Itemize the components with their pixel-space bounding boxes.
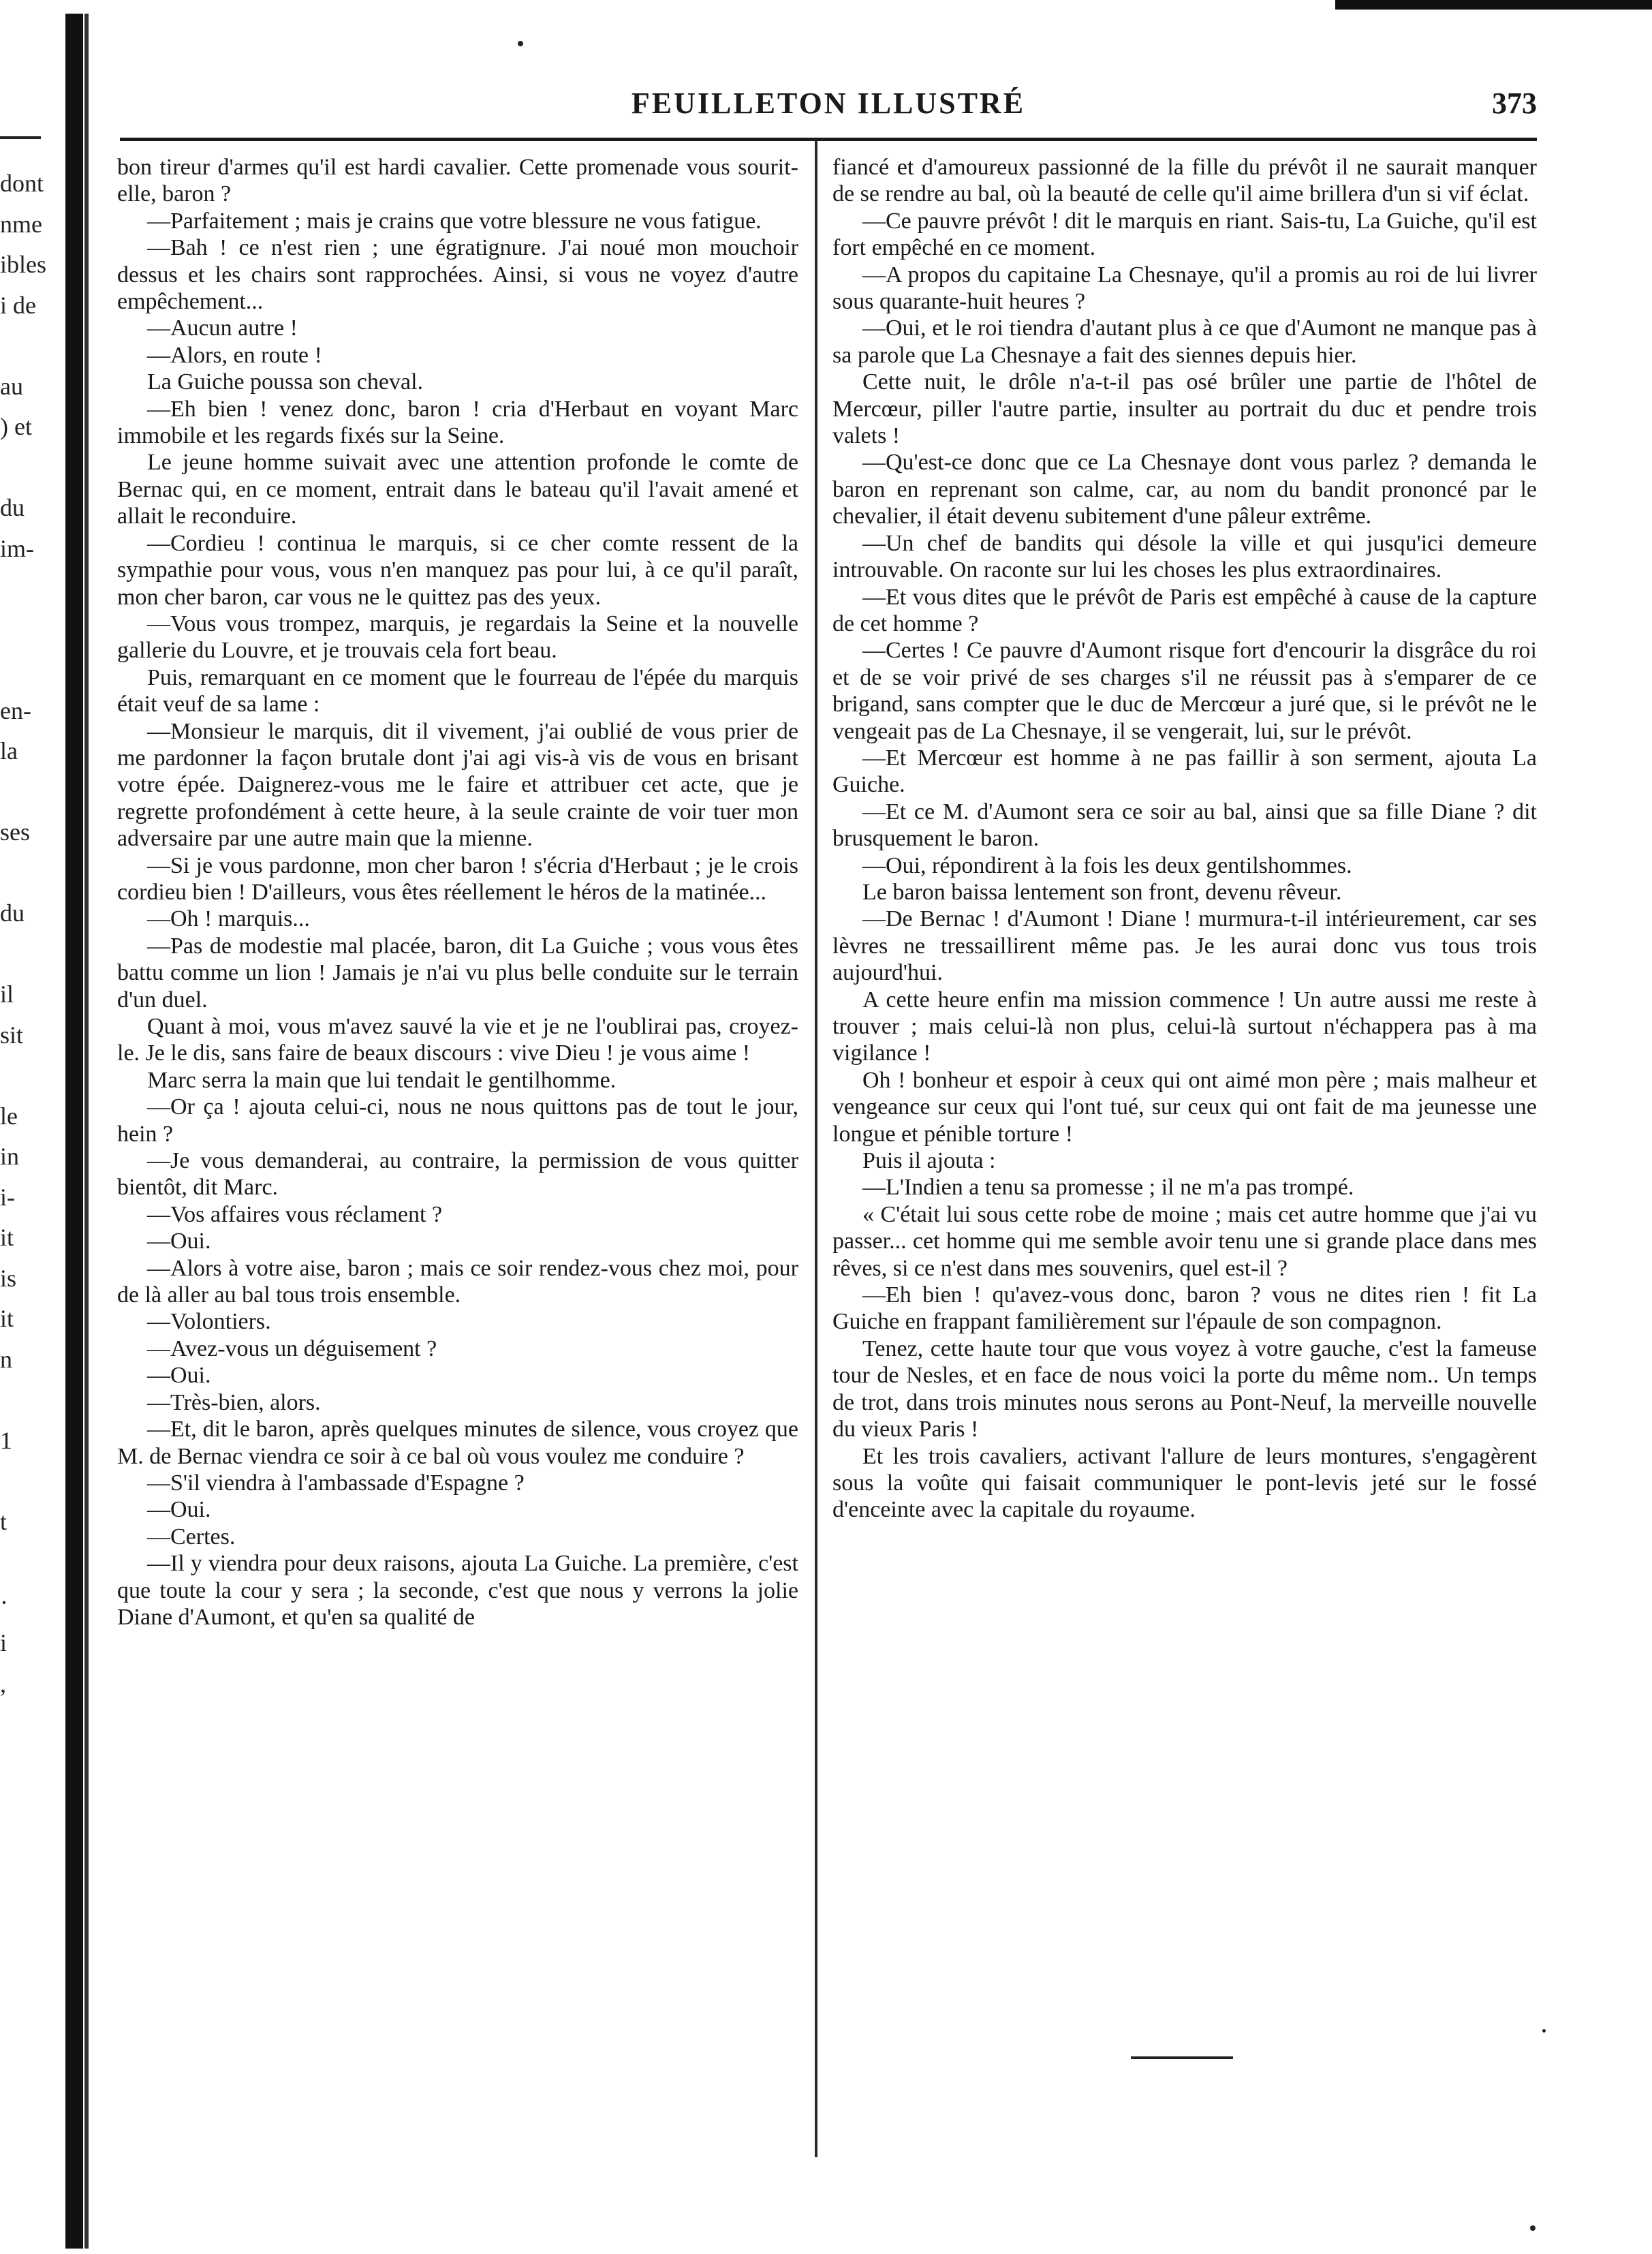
paragraph: —Et Mercœur est homme à ne pas faillir à son serment, ajouta La Guiche.	[832, 745, 1537, 798]
margin-fragment: en-	[0, 696, 31, 724]
margin-fragment: im-	[0, 534, 34, 562]
margin-fragment: ·	[0, 1588, 8, 1616]
right-column	[832, 154, 1537, 1524]
paragraph: —Il y viendra pour deux raisons, ajouta La Guiche. La première, c'est que toute la cour y sera ; la seconde, c'est que nous y verrons la jolie Diane d'Aumont, et qu'en sa qualité de	[117, 1551, 798, 1630]
margin-fragment	[0, 610, 63, 651]
margin-fragment: it	[0, 1305, 14, 1332]
paragraph: —Volontiers.	[147, 1309, 271, 1335]
margin-fragment: ibles	[0, 251, 46, 278]
paragraph: fiancé et d'amoureux passionné de la fille du prévôt il ne saurait manquer de se rendre au bal, où la beauté de celle qu'il aime brillera d'un si vif éclat.	[832, 155, 1537, 207]
paragraph: —Bah ! ce n'est rien ; une égratignure. J'ai noué mon mouchoir dessus et les chairs sont rapprochées. Ainsi, si vous ne voyez d'autre empêchement...	[117, 235, 798, 315]
paragraph: —Certes ! Ce pauvre d'Aumont risque fort d'encourir la disgrâce du roi et de se voir privé de ses charges s'il ne réussit pas à s'emparer de ce brigand, sans compter que le duc de Mercœur a juré que, si le prévôt ne le vengeait pas de La Chesnaye, il se vengerait, lui, sur le prévôt.	[832, 638, 1537, 744]
margin-fragment: ) et	[0, 413, 32, 440]
margin-fragment: ses	[0, 818, 30, 846]
paragraph: —Oui, et le roi tiendra d'autant plus à ce que d'Aumont ne manque pas à sa parole que La Chesnaye a fait des siennes depuis hier.	[832, 315, 1537, 368]
page-header	[120, 80, 1537, 135]
paragraph: —Alors, en route !	[147, 342, 322, 368]
paragraph: —De Bernac ! d'Aumont ! Diane ! murmura-t-il intérieurement, car ses lèvres ne tressaillirent même pas. Je les aurai donc vus tous trois aujourd'hui.	[832, 906, 1537, 986]
paragraph: —Oui.	[147, 1229, 211, 1254]
paragraph: La Guiche poussa son cheval.	[147, 369, 424, 395]
margin-fragment: is	[0, 1264, 17, 1292]
paragraph: Le baron baissa lentement son front, devenu rêveur.	[862, 879, 1342, 905]
running-title: FEUILLETON ILLUSTRÉ	[631, 87, 1026, 120]
paragraph: —Je vous demanderai, au contraire, la permission de vous quitter bientôt, dit Marc.	[117, 1148, 798, 1201]
scan-speck	[1530, 2225, 1536, 2231]
margin-fragment: ,	[0, 1669, 6, 1697]
scan-speck	[518, 41, 523, 46]
margin-fragment: n	[0, 1345, 12, 1373]
paragraph: —Alors à votre aise, baron ; mais ce soir rendez-vous chez moi, pour de là aller au bal tous trois ensemble.	[117, 1255, 798, 1308]
paragraph: —Oh ! marquis...	[147, 906, 310, 932]
margin-fragment	[0, 1542, 63, 1583]
paragraph: —Très-bien, alors.	[147, 1389, 321, 1415]
margin-fragment	[0, 326, 63, 367]
paragraph: —L'Indien a tenu sa promesse ; il ne m'a pas trompé.	[862, 1175, 1354, 1201]
paragraph: —Or ça ! ajouta celui-ci, nous ne nous quittons pas de tout le jour, hein ?	[117, 1094, 798, 1147]
paragraph: —Oui.	[147, 1497, 211, 1523]
paragraph: —Avez-vous un déguisement ?	[147, 1336, 437, 1361]
margin-fragment: it	[0, 1224, 14, 1251]
paragraph: —Oui, répondirent à la fois les deux gentilshommes.	[862, 852, 1352, 878]
paragraph: —Eh bien ! qu'avez-vous donc, baron ? vous ne dites rien ! fit La Guiche en frappant familièrement sur l'épaule de son compagnon.	[832, 1282, 1537, 1335]
paragraph: Cette nuit, le drôle n'a-t-il pas osé brûler une partie de l'hôtel de Mercœur, piller l'autre partie, insulter au portrait du duc et pendre trois valets !	[832, 369, 1537, 449]
paragraph: Puis il ajouta :	[862, 1148, 996, 1174]
paragraph: A cette heure enfin ma mission commence ! Un autre aussi me reste à trouver ; mais celui-là non plus, celui-là surtout n'échappera pas à ma vigilance !	[832, 987, 1537, 1066]
paragraph: bon tireur d'armes qu'il est hardi cavalier. Cette promenade vous sourit-elle, baron ?	[117, 155, 798, 207]
paragraph: Tenez, cette haute tour que vous voyez à votre gauche, c'est la fameuse tour de Nesles, et en face de nous voici la porte du même nom.. Un temps de trot, dans trois minutes nous serons au Pont-Neuf, la merveille nouvelle du vieux Paris !	[832, 1336, 1537, 1442]
margin-fragment	[0, 569, 63, 610]
paragraph: Quant à moi, vous m'avez sauvé la vie et je ne l'oublirai pas, croyez-le. Je le dis, sans faire de beaux discours : vive Dieu ! je vous aime !	[117, 1014, 798, 1066]
margin-fragment: 1	[0, 1426, 12, 1454]
margin-fragment: i	[0, 1629, 7, 1656]
margin-fragment: i-	[0, 1183, 15, 1211]
margin-fragment	[0, 1380, 63, 1421]
margin-fragment: dont	[0, 170, 44, 197]
paragraph: —Et vous dites que le prévôt de Paris est empêché à cause de la capture de cet homme ?	[832, 584, 1537, 636]
binding-gutter	[65, 14, 83, 2249]
paragraph: —Vos affaires vous réclament ?	[147, 1201, 443, 1227]
paragraph: —Certes.	[147, 1524, 236, 1549]
binding-gutter-edge	[84, 14, 89, 2249]
paragraph: Et les trois cavaliers, activant l'allure de leurs montures, s'engagèrent sous la voûte qui faisait communiquer le pont-levis jeté sur le fossé d'enceinte avec la capitale du royaume.	[832, 1443, 1537, 1523]
margin-fragment	[0, 448, 63, 489]
paragraph: —Eh bien ! venez donc, baron ! cria d'Herbaut en voyant Marc immobile et les regards fixés sur la Seine.	[117, 396, 798, 449]
margin-fragment: i de	[0, 291, 36, 319]
paragraph: « C'était lui sous cette robe de moine ; mais cet autre homme que j'ai vu passer... cet homme qui me semble avoir tenu une si grande place dans mes rêves, si ce n'est dans mes souvenirs, quel est-il ?	[832, 1201, 1537, 1281]
margin-fragment	[0, 772, 63, 813]
column-divider	[815, 140, 817, 2157]
paragraph: —Oui.	[147, 1363, 211, 1389]
margin-fragment: le	[0, 1102, 18, 1130]
paragraph: —Aucun autre !	[147, 315, 298, 341]
paragraph: Oh ! bonheur et espoir à ceux qui ont aimé mon père ; mais malheur et vengeance sur ceux qui l'ont tué, sur ceux qui ont fait de ma jeunesse une longue et pénible torture !	[832, 1067, 1537, 1147]
paragraph: —Et ce M. d'Aumont sera ce soir au bal, ainsi que sa fille Diane ? dit brusquement le baron.	[832, 799, 1537, 852]
paragraph: —Pas de modestie mal placée, baron, dit La Guiche ; vous vous êtes battu comme un lion ! Jamais je n'ai vu plus belle conduite sur le terrain d'un duel.	[117, 933, 798, 1013]
paragraph: Puis, remarquant en ce moment que le fourreau de l'épée du marquis était veuf de sa lame :	[117, 664, 798, 717]
paragraph: —S'il viendra à l'ambassade d'Espagne ?	[147, 1470, 525, 1496]
paragraph: —Qu'est-ce donc que ce La Chesnaye dont vous parlez ? demanda le baron en reprenant son calme, car, au nom du bandit prononcé par le chevalier, il était devenu subitement d'une pâleur extrême.	[832, 450, 1537, 529]
paragraph: —Ce pauvre prévôt ! dit le marquis en riant. Sais-tu, La Guiche, qu'il est fort empêché en ce moment.	[832, 208, 1537, 261]
header-rule	[120, 138, 1537, 141]
page-number: 373	[1492, 87, 1537, 120]
margin-fragment	[0, 853, 63, 894]
margin-fragment: in	[0, 1143, 20, 1170]
margin-fragment: du	[0, 899, 25, 927]
margin-fragment: t	[0, 1507, 7, 1535]
margin-fragment: du	[0, 494, 25, 521]
paragraph: —Cordieu ! continua le marquis, si ce cher comte ressent de la sympathie pour vous, vous n'en manquez pas pour lui, à ce qu'il paraît, mon cher baron, car vous ne le quittez pas des yeux.	[117, 530, 798, 610]
paragraph: —Si je vous pardonne, mon cher baron ! s'écria d'Herbaut ; je le crois cordieu bien ! D'ailleurs, vous êtes réellement le héros de la matinée...	[117, 852, 798, 905]
margin-fragment: la	[0, 737, 18, 765]
margin-fragment: il	[0, 981, 14, 1008]
scan-smudge	[1335, 0, 1652, 10]
paragraph: —Parfaitement ; mais je crains que votre blessure ne vous fatigue.	[147, 208, 762, 234]
scan-speck	[1542, 2029, 1546, 2033]
paragraph: —Monsieur le marquis, dit il vivement, j'ai oublié de vous prier de me pardonner la façon brutale dont j'ai agi vis-à vis de vous en brisant votre épée. Daignerez-vous me le faire et attribuer cet acte, que je regrette profondément à cette heure, à la seule crainte de voir tuer mon adversaire par une autre main que la mienne.	[117, 718, 798, 852]
margin-fragment	[0, 650, 63, 691]
left-column	[117, 154, 798, 1631]
paragraph: —Vous vous trompez, marquis, je regardais la Seine et la nouvelle gallerie du Louvre, et je trouvais cela fort beau.	[117, 611, 798, 664]
end-rule	[1131, 2056, 1233, 2059]
margin-fragment	[0, 1055, 63, 1096]
paragraph: —Et, dit le baron, après quelques minutes de silence, vous croyez que M. de Bernac viendra ce soir à ce bal où vous voulez me conduire ?	[117, 1417, 798, 1469]
paragraph: Marc serra la main que lui tendait le gentilhomme.	[147, 1067, 617, 1093]
margin-fragment: nme	[0, 210, 42, 238]
margin-fragment: sit	[0, 1021, 24, 1049]
adjacent-page-fragments	[0, 164, 63, 1697]
margin-fragment	[0, 934, 63, 975]
margin-fragment	[0, 1461, 63, 1502]
adjacent-page-rule	[0, 136, 41, 139]
margin-fragment: au	[0, 372, 23, 400]
paragraph: —A propos du capitaine La Chesnaye, qu'il a promis au roi de lui livrer sous quarante-huit heures ?	[832, 262, 1537, 315]
paragraph: —Un chef de bandits qui désole la ville et qui jusqu'ici demeure introuvable. On raconte sur lui les choses les plus extraordinaires.	[832, 530, 1537, 583]
paragraph: Le jeune homme suivait avec une attention profonde le comte de Bernac qui, en ce moment, entrait dans le bateau qu'il l'avait amené et allait le reconduire.	[117, 450, 798, 529]
